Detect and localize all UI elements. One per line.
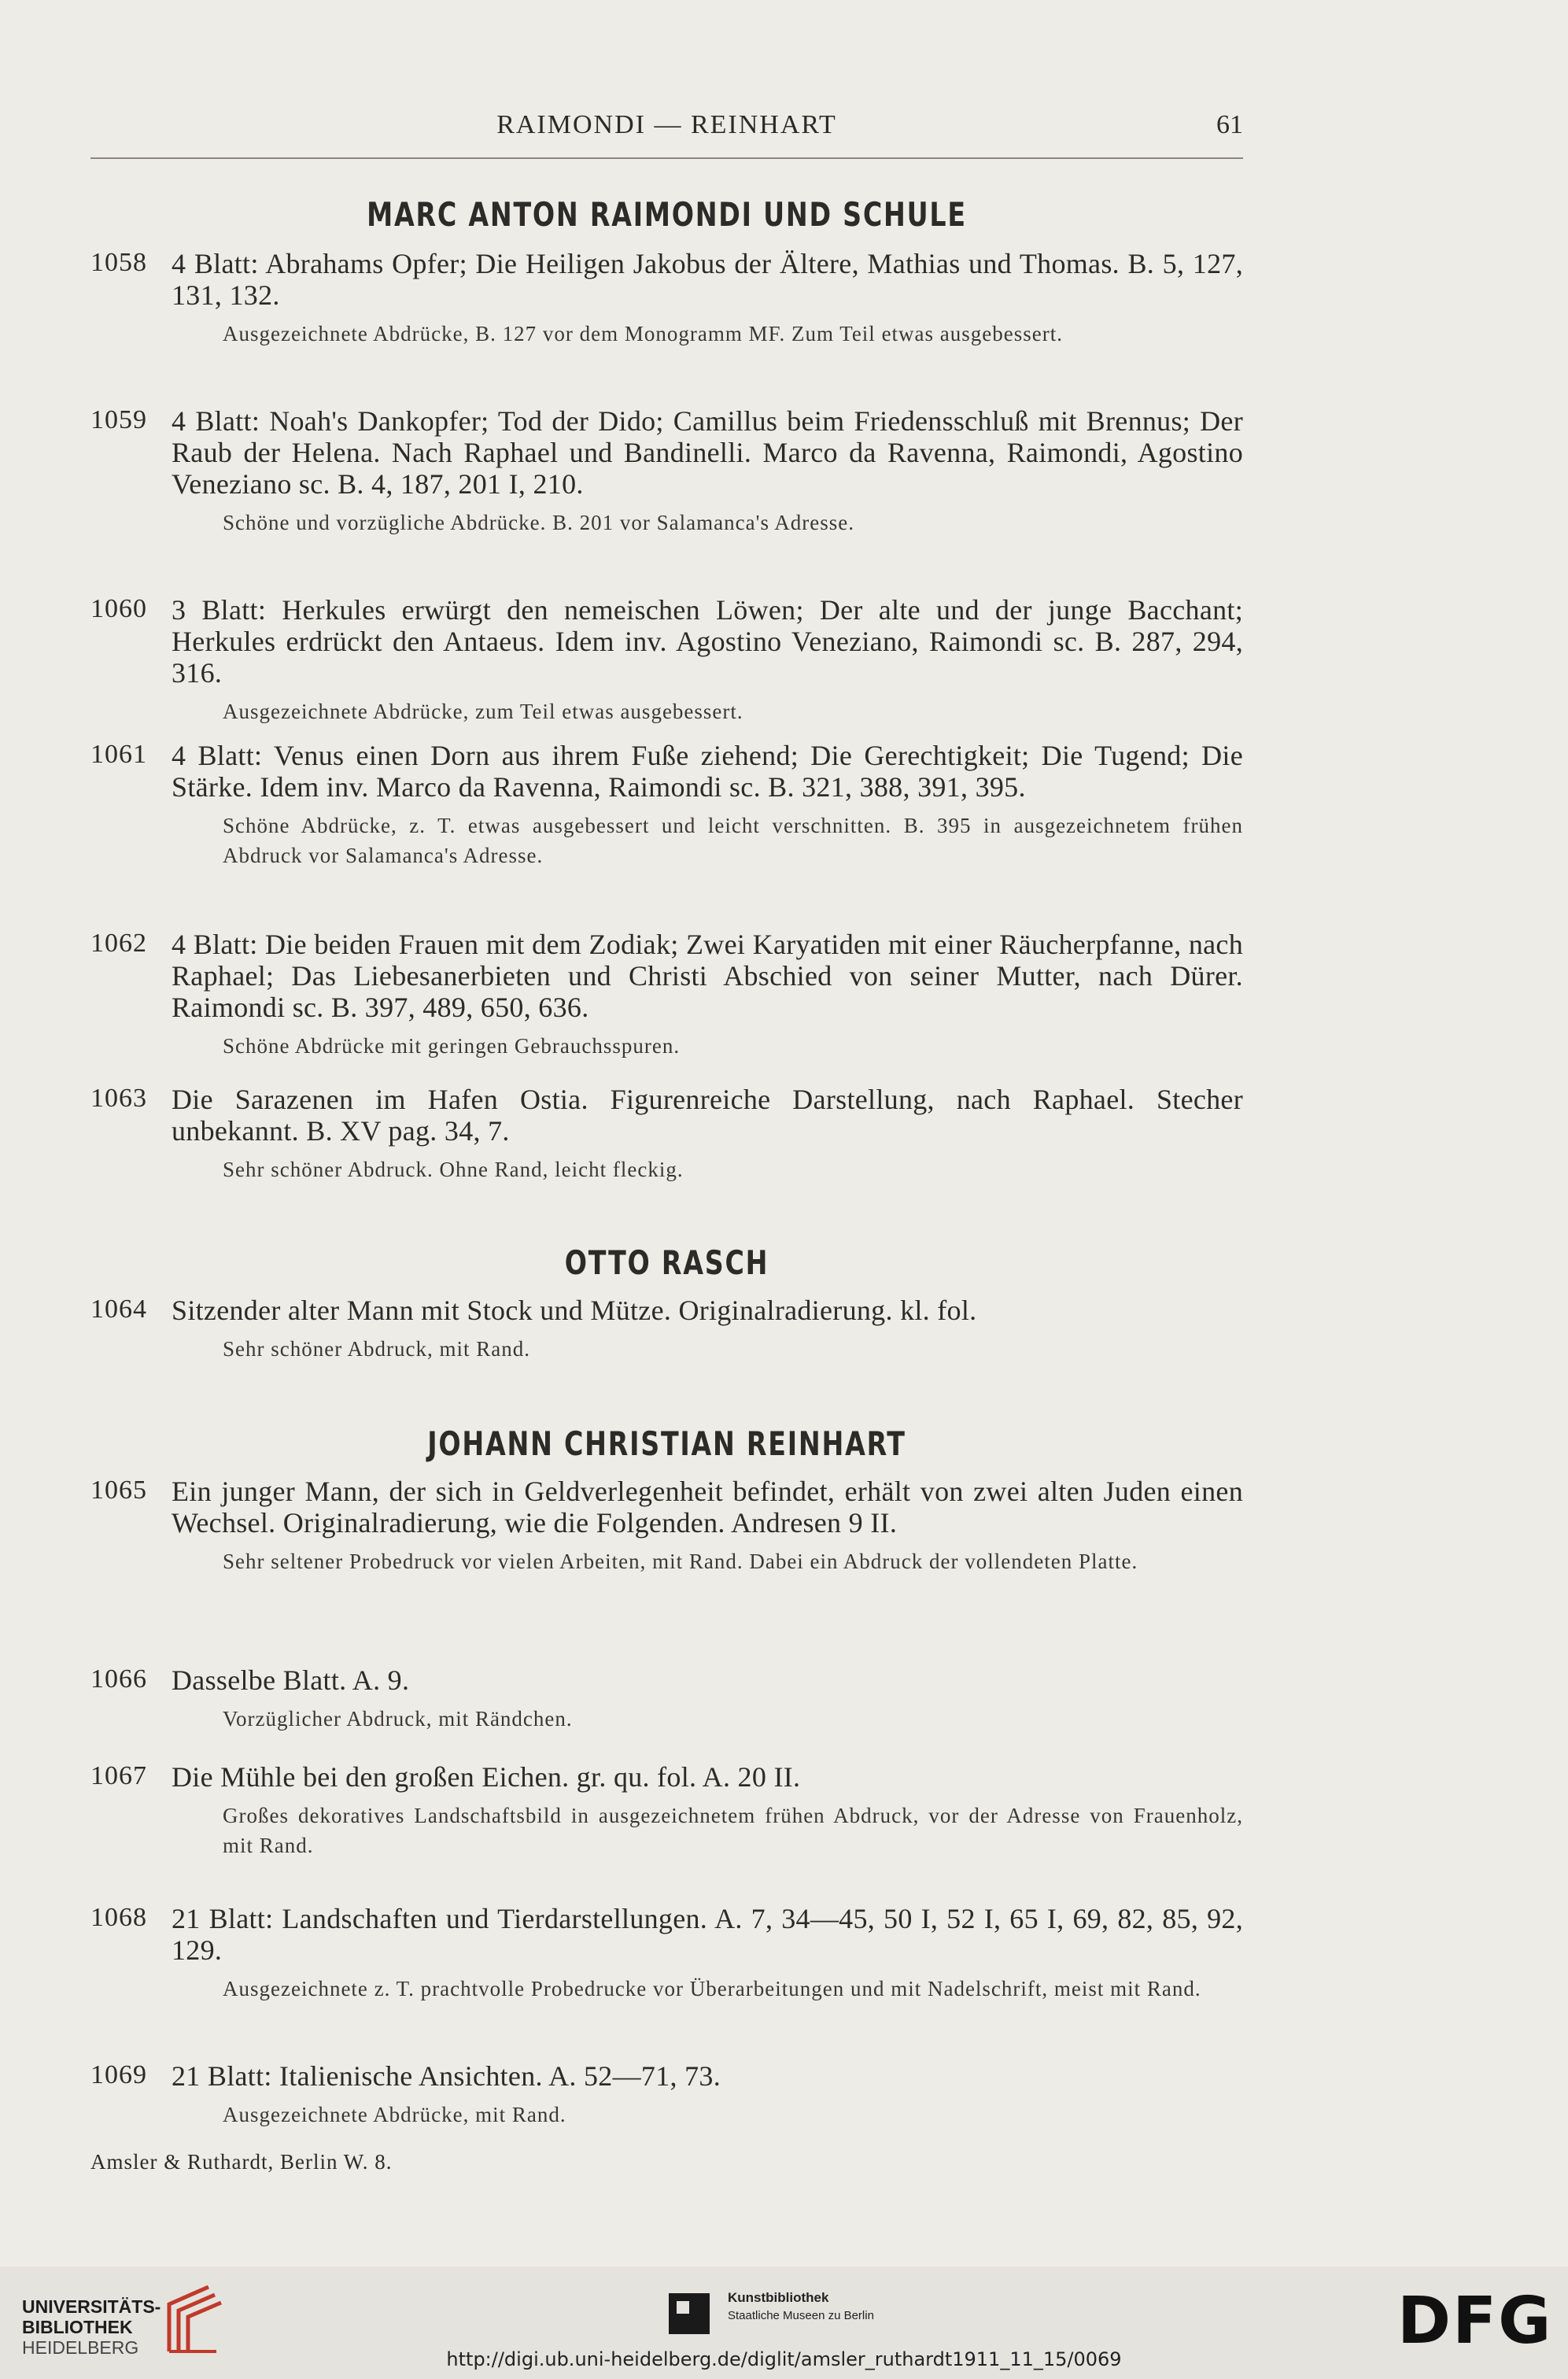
- lot-number: 1058: [90, 248, 147, 277]
- running-head-title: RAIMONDI — REINHART: [496, 110, 837, 139]
- catalog-entry-1067: [90, 1761, 1243, 1860]
- catalog-entry-1068: [90, 1903, 1243, 2004]
- entry-description: 4 Blatt: Abrahams Opfer; Die Heiligen Jakobus der Ältere, Mathias und Thomas. B. 5, 127, 131, 132.: [172, 248, 1243, 311]
- entry-description: Sitzender alter Mann mit Stock und Mütze. Originalradierung. kl. fol.: [172, 1295, 977, 1326]
- source-url-link[interactable]: http://digi.ub.uni-heidelberg.de/diglit/amsler_ruthardt1911_11_15/0069: [446, 2348, 1122, 2370]
- section-heading-raimondi: MARC ANTON RAIMONDI UND SCHULE: [367, 195, 967, 234]
- logo-text-line: UNIVERSITÄTS-: [22, 2296, 161, 2317]
- entry-description: Dasselbe Blatt. A. 9.: [172, 1664, 410, 1696]
- digitization-footer: [0, 2266, 1568, 2379]
- kunstbibliothek-subtitle: Staatliche Museen zu Berlin: [728, 2309, 874, 2322]
- ub-emblem-icon: [161, 2281, 224, 2359]
- entry-condition-note: Ausgezeichnete Abdrücke, zum Teil etwas ausgebessert.: [223, 700, 743, 723]
- logo-text-line: HEIDELBERG: [22, 2337, 139, 2358]
- catalog-entry-1064: [90, 1295, 1243, 1364]
- lot-number: 1067: [90, 1761, 147, 1790]
- entry-condition-note: Sehr seltener Probedruck vor vielen Arbeiten, mit Rand. Dabei ein Abdruck der vollendeten Platte.: [223, 1550, 1138, 1573]
- entry-condition-note: Vorzüglicher Abdruck, mit Rändchen.: [223, 1707, 573, 1731]
- catalog-entry-1065: [90, 1476, 1243, 1576]
- logo-text-line: BIBLIOTHEK: [22, 2317, 133, 2337]
- lot-number: 1066: [90, 1664, 147, 1694]
- entry-condition-note: Ausgezeichnete z. T. prachtvolle Probedrucke vor Überarbeitungen und mit Nadelschrift, meist mit Rand.: [223, 1977, 1201, 2000]
- entry-condition-note: Großes dekoratives Landschaftsbild in ausgezeichnetem frühen Abdruck, vor der Adresse von Frauenholz, mit Rand.: [223, 1804, 1243, 1857]
- entry-description: Ein junger Mann, der sich in Geldverlegenheit befindet, erhält von zwei alten Juden einen Wechsel. Originalradierung, wie die Folgenden. Andresen 9 II.: [172, 1476, 1243, 1539]
- catalog-entry-1060: [90, 594, 1243, 726]
- entry-condition-note: Schöne Abdrücke mit geringen Gebrauchsspuren.: [223, 1034, 681, 1058]
- catalog-entry-1063: [90, 1084, 1243, 1184]
- kunstbibliothek-mark-icon: [669, 2293, 710, 2334]
- catalog-entry-1059: [90, 405, 1243, 537]
- lot-number: 1065: [90, 1476, 147, 1505]
- entry-description: Die Sarazenen im Hafen Ostia. Figurenreiche Darstellung, nach Raphael. Stecher unbekannt. B. XV pag. 34, 7.: [172, 1084, 1243, 1147]
- running-head: [90, 110, 1243, 159]
- lot-number: 1069: [90, 2060, 147, 2089]
- lot-number: 1064: [90, 1295, 147, 1324]
- entry-condition-note: Sehr schöner Abdruck. Ohne Rand, leicht fleckig.: [223, 1158, 684, 1181]
- entry-description: 4 Blatt: Die beiden Frauen mit dem Zodiak; Zwei Karyatiden mit einer Räucherpfanne, nach Raphael; Das Liebesanerbieten und Christi Abschied von seiner Mutter, nach Dürer. Raimondi sc. B. 397, 489, 650, 636.: [172, 929, 1243, 1023]
- section-heading-rasch: OTTO RASCH: [564, 1243, 769, 1282]
- lot-number: 1061: [90, 740, 147, 769]
- catalog-entry-1061: [90, 740, 1243, 870]
- entry-description: 21 Blatt: Landschaften und Tierdarstellungen. A. 7, 34—45, 50 I, 52 I, 65 I, 69, 82, 85, 92, 129.: [172, 1903, 1243, 1966]
- entry-condition-note: Sehr schöner Abdruck, mit Rand.: [223, 1337, 530, 1361]
- dfg-logo[interactable]: DFG: [1397, 2284, 1553, 2359]
- catalog-entry-1058: [90, 248, 1243, 349]
- entry-condition-note: Schöne Abdrücke, z. T. etwas ausgebessert und leicht verschnitten. B. 395 in ausgezeichnetem frühen Abdruck vor Salamanca's Adresse.: [223, 814, 1243, 867]
- lot-number: 1059: [90, 405, 147, 434]
- lot-number: 1060: [90, 594, 147, 623]
- entry-condition-note: Schöne und vorzügliche Abdrücke. B. 201 vor Salamanca's Adresse.: [223, 511, 854, 534]
- lot-number: 1062: [90, 929, 147, 958]
- catalog-entry-1069: [90, 2060, 1243, 2130]
- page-number: 61: [1216, 110, 1243, 139]
- entry-condition-note: Ausgezeichnete Abdrücke, B. 127 vor dem Monogramm MF. Zum Teil etwas ausgebessert.: [223, 322, 1063, 345]
- entry-description: Die Mühle bei den großen Eichen. gr. qu. fol. A. 20 II.: [172, 1761, 801, 1793]
- entry-description: 4 Blatt: Venus einen Dorn aus ihrem Fuße ziehend; Die Gerechtigkeit; Die Tugend; Die Stärke. Idem inv. Marco da Ravenna, Raimondi sc. B. 321, 388, 391, 395.: [172, 740, 1243, 803]
- catalog-entry-1062: [90, 929, 1243, 1061]
- lot-number: 1063: [90, 1084, 147, 1113]
- entry-description: 3 Blatt: Herkules erwürgt den nemeischen Löwen; Der alte und der junge Bacchant; Herkules erdrückt den Antaeus. Idem inv. Agostino Veneziano, Raimondi sc. B. 287, 294, 316.: [172, 594, 1243, 689]
- section-heading-reinhart: JOHANN CHRISTIAN REINHART: [427, 1424, 906, 1463]
- lot-number: 1068: [90, 1903, 147, 1932]
- entry-description: 21 Blatt: Italienische Ansichten. A. 52—71, 73.: [172, 2060, 721, 2092]
- entry-description: 4 Blatt: Noah's Dankopfer; Tod der Dido; Camillus beim Friedensschluß mit Brennus; Der Raub der Helena. Nach Raphael und Bandinelli. Marco da Ravenna, Raimondi, Agostino Veneziano sc. B. 4, 187, 201 I, 210.: [172, 405, 1243, 500]
- printer-imprint: Amsler & Ruthardt, Berlin W. 8.: [90, 2150, 393, 2174]
- catalog-entry-1066: [90, 1664, 1243, 1734]
- kunstbibliothek-title: Kunstbibliothek: [728, 2290, 829, 2305]
- entry-condition-note: Ausgezeichnete Abdrücke, mit Rand.: [223, 2103, 566, 2126]
